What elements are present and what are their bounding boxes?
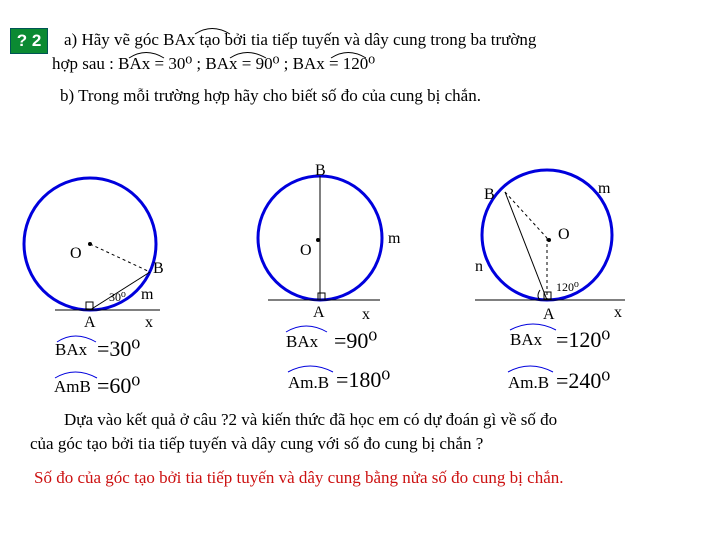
radius-3a	[505, 192, 547, 238]
fig3-label-n: n	[475, 258, 483, 275]
fig3-angle-value: =120⁰	[556, 327, 611, 352]
fig3-label-m: m	[598, 180, 611, 197]
header-angle-hat-1	[195, 29, 230, 35]
fig2-label-x: x	[362, 306, 370, 323]
chord-3	[505, 192, 547, 300]
fig2-label-A: A	[313, 304, 325, 321]
center-dot-3	[547, 238, 551, 242]
fig1-angle-value: =30⁰	[97, 336, 141, 361]
center-dot-2	[316, 238, 320, 242]
question-badge: ? 2	[10, 28, 48, 54]
question-line-b: b) Trong mỗi trường hợp hãy cho biết số đo của cung bị chắn.	[60, 86, 481, 105]
fig2-arc-label: Am.B	[288, 373, 330, 392]
fig3-arc-label: Am.B	[508, 373, 550, 392]
fig3-label-O: O	[558, 226, 570, 243]
fig2-label-O: O	[300, 242, 312, 259]
question-line-a2: hợp sau : BAx = 30⁰ ; BAx = 90⁰ ; BAx = 120⁰	[52, 54, 376, 73]
fig1-label-m: m	[141, 286, 154, 303]
fig1-arc-value: =60⁰	[97, 373, 141, 398]
fig1-angle-label: BAx	[55, 340, 88, 359]
fig3-arc-value: =240⁰	[556, 368, 611, 393]
right-angle-1	[86, 302, 93, 309]
fig3-label-A: A	[543, 306, 555, 323]
fig1-label-B: B	[153, 260, 164, 277]
fig2-arc-value: =180⁰	[336, 367, 391, 392]
conclusion-line-2: của góc tạo bởi tia tiếp tuyến và dây cung với số đo cung bị chắn ?	[30, 434, 484, 453]
fig1-label-O: O	[70, 245, 82, 262]
fig3-angle-label: BAx	[510, 330, 543, 349]
fig2-label-m: m	[388, 230, 401, 247]
hat-amb-2	[288, 366, 333, 372]
fig3-label-angle: 120⁰	[556, 280, 579, 294]
fig1-label-A: A	[84, 314, 96, 331]
header-angle-hat-4	[331, 53, 366, 59]
radius-1	[90, 244, 150, 272]
header-angle-hat-2	[129, 53, 164, 59]
conclusion-line-1: Dựa vào kết quả ở câu ?2 và kiến thức đã học em có dự đoán gì về số đo	[64, 410, 558, 429]
center-dot-1	[88, 242, 92, 246]
fig2-angle-value: =90⁰	[334, 328, 378, 353]
fig2-angle-label: BAx	[286, 332, 319, 351]
fig3-label-B: B	[484, 186, 495, 203]
fig1-label-x: x	[145, 314, 153, 331]
question-line-a: a) Hãy vẽ góc BAx tạo bởi tia tiếp tuyến và dây cung trong ba trường	[64, 30, 537, 49]
header-angle-hat-3	[230, 53, 266, 59]
answer-text: Số đo của góc tạo bởi tia tiếp tuyến và dây cung bằng nửa số đo cung bị chắn.	[34, 468, 564, 487]
fig2-label-B: B	[315, 162, 326, 179]
fig1-arc-label: AmB	[54, 377, 91, 396]
hat-amb-3	[508, 366, 553, 372]
fig3-label-x: x	[614, 304, 622, 321]
fig1-label-angle: 30⁰	[109, 290, 126, 304]
